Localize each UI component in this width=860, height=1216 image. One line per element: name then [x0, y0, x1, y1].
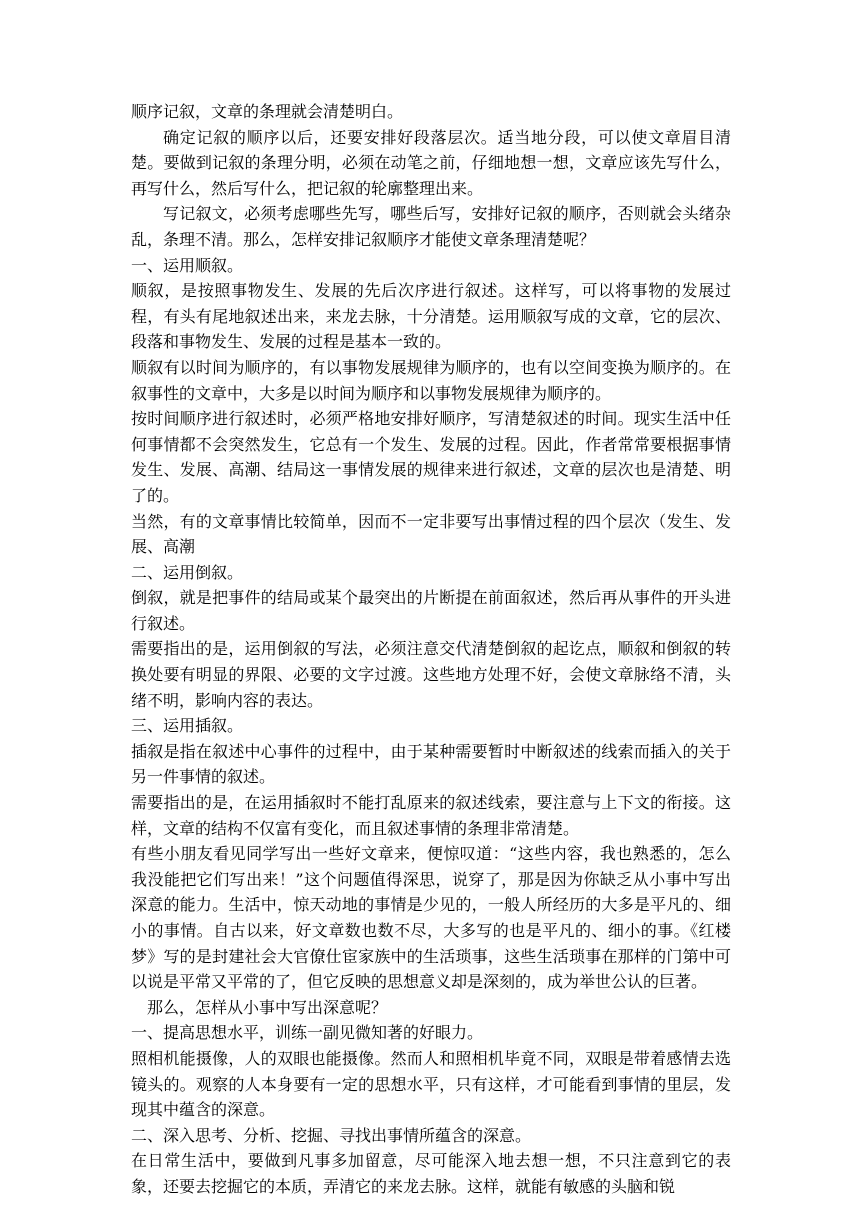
paragraph: 那么，怎样从小事中写出深意呢？	[147, 997, 388, 1017]
paragraph: 需要指出的是，在运用插叙时不能打乱原来的叙述线索，要注意与上下文的衔接。这样，文章的结构不仅富有变化，而且叙述事情的条理非常清楚。	[131, 793, 731, 838]
paragraph: 在日常生活中，要做到凡事多加留意，尽可能深入地去想一想，不只注意到它的表象，还要去挖掘它的本质，弄清它的来龙去脉。这样，就能有敏感的头脑和锐	[131, 1151, 731, 1196]
paragraph: 顺叙有以时间为顺序的，有以事物发展规律为顺序的，也有以空间变换为顺序的。在叙事性的文章中，大多是以时间为顺序和以事物发展规律为顺序的。	[131, 357, 731, 403]
paragraph: 照相机能摄像，人的双眼也能摄像。然而人和照相机毕竟不同，双眼是带着感情去选镜头的。观察的人本身要有一定的思想水平，只有这样，才可能看到事情的里层，发现其中蕴含的深意。	[131, 1048, 731, 1120]
paragraph: 写记叙文，必须考虑哪些先写，哪些后写，安排好记叙的顺序，否则就会头绪杂乱，条理不清。那么，怎样安排记叙顺序才能使文章条理清楚呢？	[131, 204, 731, 249]
paragraph: 顺叙，是按照事物发生、发展的先后次序进行叙述。这样写，可以将事物的发展过程，有头有尾地叙述出来，来龙去脉，十分清楚。运用顺叙写成的文章，它的层次、段落和事物发生、发展的过程是基本一致的。	[131, 281, 731, 352]
paragraph: 有些小朋友看见同学写出一些好文章来，便惊叹道：“这些内容，我也熟悉的，怎么我没能把它们写出来！”这个问题值得深思，说穿了，那是因为你缺乏从小事中写出深意的能力。生活中，惊天动地的事情是少见的，一般人所经历的大多是平凡的、细小的事情。自古以来，好文章数也数不尽，大多写的也是平凡的、细小的事。《红楼梦》写的是封建社会大官僚仕宦家族中的生活琐事，这些生活琐事在那样的门第中可以说是平常又平常的了，但它反映的思想意义却是深刻的，成为举世公认的巨著。	[131, 844, 731, 992]
paragraph: 倒叙，就是把事件的结局或某个最突出的片断提在前面叙述，然后再从事件的开头进行叙述。	[131, 588, 731, 633]
paragraph: 二、深入思考、分析、挖掘、寻找出事情所蕴含的深意。	[131, 1125, 532, 1145]
paragraph: 插叙是指在叙述中心事件的过程中，由于某种需要暂时中断叙述的线索而插入的关于另一件事情的叙述。	[131, 741, 731, 787]
paragraph: 一、运用顺叙。	[131, 255, 244, 275]
paragraph: 二、运用倒叙。	[131, 562, 244, 582]
paragraph: 三、运用插叙。	[131, 716, 244, 736]
paragraph: 确定记叙的顺序以后，还要安排好段落层次。适当地分段，可以使文章眉目清楚。要做到记叙的条理分明，必须在动笔之前，仔细地想一想，文章应该先写什么，再写什么，然后写什么，把记叙的轮廓整理出来。	[131, 127, 731, 198]
paragraph: 按时间顺序进行叙述时，必须严格地安排好顺序，写清楚叙述的时间。现实生活中任何事情都不会突然发生，它总有一个发生、发展的过程。因此，作者常常要根据事情发生、发展、高潮、结局这一事情发展的规律来进行叙述，文章的层次也是清楚、明了的。	[131, 409, 731, 505]
paragraph: 顺序记叙，文章的条理就会清楚明白。	[131, 102, 404, 121]
document-page	[131, 99, 731, 1200]
paragraph: 当然，有的文章事情比较简单，因而不一定非要写出事情过程的四个层次（发生、发展、高潮	[131, 511, 731, 557]
paragraph: 一、提高思想水平，训练一副见微知著的好眼力。	[131, 1023, 484, 1043]
paragraph: 需要指出的是，运用倒叙的写法，必须注意交代清楚倒叙的起讫点，顺叙和倒叙的转换处要有明显的界限、必要的文字过渡。这些地方处理不好，会使文章脉络不清，头绪不明，影响内容的表达。	[131, 639, 731, 710]
